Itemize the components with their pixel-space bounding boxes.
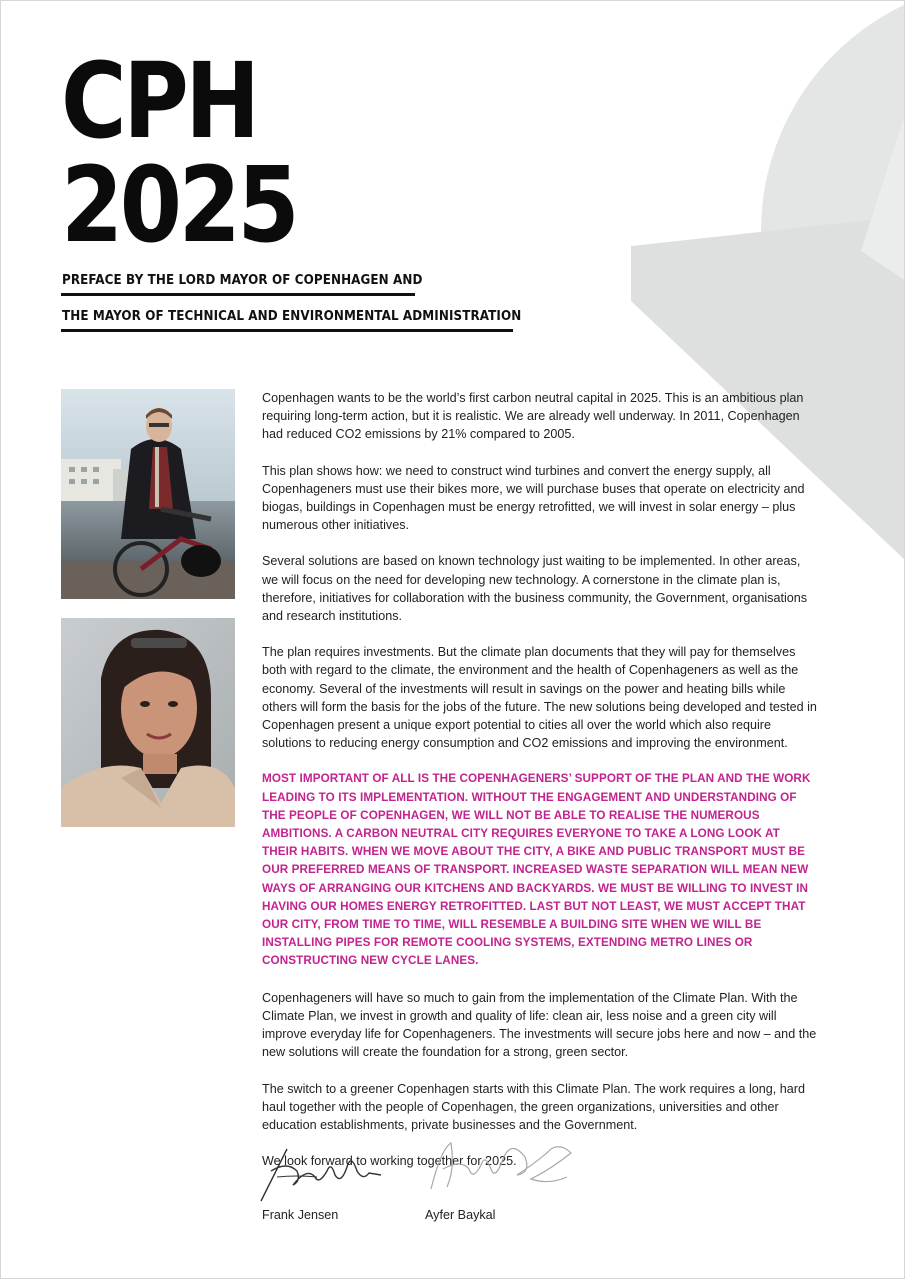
- paragraph-solutions: Several solutions are based on known technology just waiting to be implemented. In other areas, we will focus on the need for developing new technology. A cornerstone in the climate plan is, therefore, initiatives for collaboration with the business community, the Government, organisations and research institutions.: [262, 554, 808, 624]
- paragraph-closing: We look forward to working together for 2025.: [262, 1154, 517, 1169]
- signatory-name-1: Frank Jensen: [262, 1208, 339, 1222]
- title-line-2: 2025: [61, 144, 297, 266]
- paragraph-intro: Copenhagen wants to be the world’s first carbon neutral capital in 2025. This is an ambitious plan requiring long-term action, but it is realistic. We are already well underway. In 2011, Copenhagen had reduced CO2 emissions by 21% compared to 2005.: [262, 391, 804, 442]
- preface-body: [262, 389, 818, 1188]
- highlight-paragraph: MOST IMPORTANT OF ALL IS THE COPENHAGENERS’ SUPPORT OF THE PLAN AND THE WORK LEADING TO ITS IMPLEMENTATION. WITHOUT THE ENGAGEMENT AND UNDERSTANDING OF THE PEOPLE OF COPENHAGEN, WE WILL NOT BE ABLE TO REALISE THE NUMEROUS AMBITIONS. A CARBON NEUTRAL CITY REQUIRES EVERYONE TO TAKE A LONG LOOK AT THEIR HABITS. WHEN WE MOVE ABOUT THE CITY, A BIKE AND PUBLIC TRANSPORT MUST BE OUR PREFERRED MEANS OF TRANSPORT. INCREASED WASTE SEPARATION WILL MEAN NEW WAYS OF ARRANGING OUR KITCHENS AND BACKYARDS. WE MUST BE WILLING TO INVEST IN HAVING OUR HOMES ENERGY RETROFITTED. LAST BUT NOT LEAST, WE MUST ACCEPT THAT OUR CITY, FROM TIME TO TIME, WILL RESEMBLE A BUILDING SITE WHEN WE WILL BE INSTALLING PIPES FOR REMOTE COOLING SYSTEMS, EXTENDING METRO LINES OR CONSTRUCTING NEW CYCLE LANES.: [262, 772, 811, 968]
- signatory-name-2: Ayfer Baykal: [425, 1208, 496, 1222]
- page-title: [61, 40, 334, 266]
- paragraph-switch: The switch to a greener Copenhagen starts with this Climate Plan. The work requires a long, hard haul together with the people of Copenhagen, the green organizations, universities and other education establishments, private businesses and the Government.: [262, 1081, 805, 1132]
- title-line-1: CPH: [61, 40, 257, 162]
- photo-frank-jensen: [61, 389, 235, 599]
- paragraph-investments: The plan requires investments. But the climate plan documents that they will pay for themselves both with regard to the climate, the environment and the health of Copenhageners as well as the economy. Several of the investments will result in savings on the power and heating bills while others will form the basis for the jobs of the future. The new solutions being developed and tested in Copenhagen present a unique export potential to cities all over the world which also require solutions to reducing energy consumption and CO2 emissions and improving the environment.: [262, 645, 817, 751]
- paragraph-plan: This plan shows how: we need to construct wind turbines and convert the energy supply, all Copenhageners must use their bikes more, we will purchase buses that operate on electricity and biogas, buildings in Copenhagen must be energy retrofitted, we will invest in solar energy – plus numerous other initiatives.: [262, 463, 805, 533]
- signature-ayfer-baykal: [421, 1129, 581, 1199]
- photo-ayfer-baykal: [61, 618, 235, 827]
- signature-frank-jensen: [257, 1141, 387, 1207]
- subheading-1: PREFACE BY THE LORD MAYOR OF COPENHAGEN AND: [62, 273, 423, 288]
- subheading-2-underline: [61, 329, 513, 332]
- subheading-2: THE MAYOR OF TECHNICAL AND ENVIRONMENTAL ADMINISTRATION: [62, 309, 522, 324]
- paragraph-gain: Copenhageners will have so much to gain from the implementation of the Climate Plan. With the Climate Plan, we invest in growth and quality of life: clean air, less noise and a green city will improve everyday life for Copenhageners. The investments will secure jobs here and now – and the new solutions will create the foundation for a strong, green sector.: [262, 990, 817, 1060]
- subheading-1-underline: [61, 293, 415, 296]
